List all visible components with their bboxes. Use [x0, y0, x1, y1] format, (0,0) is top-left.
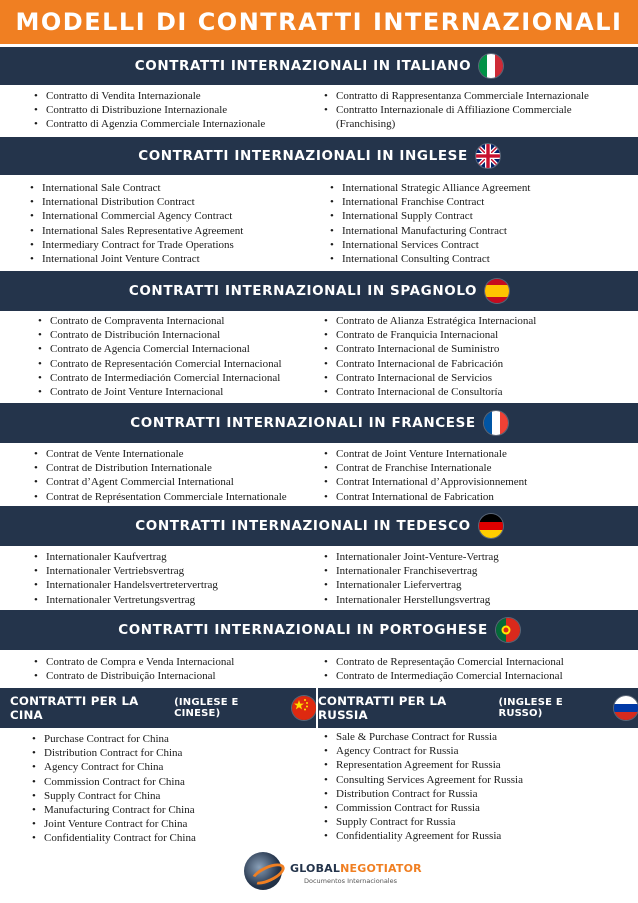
list-item: • Agency Contract for Russia	[322, 744, 627, 758]
list-item: • International Services Contract	[328, 238, 628, 252]
list-item: • Manufacturing Contract for China	[30, 803, 310, 817]
list-item: • Internationaler Joint-Venture-Vertrag	[322, 550, 627, 564]
list-italiano-left	[32, 89, 312, 132]
section-header-francese	[0, 403, 638, 443]
list-item: • Supply Contract for Russia	[322, 815, 627, 829]
flag-portugal-icon	[496, 618, 520, 642]
list-item: • International Strategic Alliance Agreement	[328, 181, 628, 195]
list-item: • International Supply Contract	[328, 209, 628, 223]
list-item: • Contrato de Distribuição Internacional	[32, 669, 322, 683]
list-item: • Contrato de Franquicia Internacional	[322, 328, 627, 342]
list-item: • Consulting Services Agreement for Russia	[322, 773, 627, 787]
list-item: • Contrato Internacional de Servicios	[322, 371, 627, 385]
section-header-portoghese	[0, 610, 638, 650]
list-francese-right	[322, 447, 627, 504]
list-item: • Contratto di Rappresentanza Commerciale Internazionale	[322, 89, 627, 103]
list-item: • Contrat de Franchise Internationale	[322, 461, 627, 475]
list-item: • International Sale Contract	[28, 181, 313, 195]
flag-china-icon	[292, 696, 316, 720]
list-item: • Contrato de Joint Venture Internacional	[36, 385, 316, 399]
list-item: • Internationaler Kaufvertrag	[32, 550, 322, 564]
list-portoghese-right	[322, 655, 627, 683]
list-item: • Internationaler Herstellungsvertrag	[322, 593, 627, 607]
list-item: • Contrato de Distribución Internacional	[36, 328, 316, 342]
section-title: CONTRATTI INTERNAZIONALI IN ITALIANO	[134, 58, 472, 74]
flag-spain-icon	[485, 279, 509, 303]
list-item: • Contrat de Joint Venture Internationale	[322, 447, 627, 461]
list-item: • Internationaler Handelsvertretervertrag	[32, 578, 322, 592]
list-item: • Contrat d’Agent Commercial International	[32, 475, 322, 489]
section-title: CONTRATTI PER LA RUSSIA	[318, 694, 447, 722]
list-spagnolo-left	[36, 314, 316, 399]
globe-logo-icon	[244, 852, 282, 890]
section-header-russia	[318, 688, 638, 728]
list-item: • Commission Contract for Russia	[322, 801, 627, 815]
list-item: • Contrato de Compra e Venda Internacional	[32, 655, 322, 669]
list-item: • Supply Contract for China	[30, 789, 310, 803]
list-item: • Contrato Internacional de Suministro	[322, 342, 627, 356]
list-item: • Joint Venture Contract for China	[30, 817, 310, 831]
list-item: • Contrato de Compraventa Internacional	[36, 314, 316, 328]
list-item: • International Manufacturing Contract	[328, 224, 628, 238]
list-cina	[30, 732, 310, 846]
list-item: • Internationaler Franchisevertrag	[322, 564, 627, 578]
list-item: • Internationaler Vertriebsvertrag	[32, 564, 322, 578]
list-item: • Contrato Internacional de Fabricación	[322, 357, 627, 371]
section-subtitle: (INGLESE E RUSSO)	[498, 697, 563, 719]
list-item: • Contratto Internazionale di Affiliazione Commerciale	[322, 103, 627, 117]
flag-uk-icon	[476, 144, 500, 168]
list-item: • Contrato de Intermediación Comercial Internacional	[36, 371, 316, 385]
list-item: • Contrat de Distribution Internationale	[32, 461, 322, 475]
section-title: CONTRATTI INTERNAZIONALI IN SPAGNOLO	[128, 283, 478, 299]
section-title: CONTRATTI INTERNAZIONALI IN INGLESE	[138, 148, 468, 164]
list-russia	[322, 730, 627, 844]
list-item: • International Consulting Contract	[328, 252, 628, 266]
section-title: CONTRATTI PER LA CINA	[10, 694, 139, 722]
page-title: MODELLI DI CONTRATTI INTERNAZIONALI	[0, 0, 638, 44]
list-item: • International Joint Venture Contract	[28, 252, 313, 266]
section-header-cina	[0, 688, 316, 728]
list-inglese-right	[328, 181, 628, 266]
brand-part-2: NEGOTIATOR	[340, 862, 422, 875]
list-item: • Internationaler Vertretungsvertrag	[32, 593, 322, 607]
list-item: • Confidentiality Agreement for Russia	[322, 829, 627, 843]
section-title: CONTRATTI INTERNAZIONALI IN PORTOGHESE	[118, 622, 488, 638]
section-subtitle: (INGLESE E CINESE)	[174, 697, 239, 719]
section-header-inglese	[0, 137, 638, 175]
flag-france-icon	[484, 411, 508, 435]
list-item: • Contrat International d’Approvisionnement	[322, 475, 627, 489]
brand-name	[290, 862, 422, 875]
brand-part-1: GLOBAL	[290, 862, 341, 875]
list-item: • International Sales Representative Agreement	[28, 224, 313, 238]
list-item: • Contrato de Intermediação Comercial Internacional	[322, 669, 627, 683]
flag-germany-icon	[479, 514, 503, 538]
list-item: • Representation Agreement for Russia	[322, 758, 627, 772]
list-item: • Distribution Contract for China	[30, 746, 310, 760]
list-item: • Contratto di Agenzia Commerciale Internazionale	[32, 117, 312, 131]
list-item: (Franchising)	[336, 118, 396, 131]
flag-russia-icon	[614, 696, 638, 720]
list-item: • Contrat International de Fabrication	[322, 490, 627, 504]
list-item: • Contratto di Vendita Internazionale	[32, 89, 312, 103]
list-spagnolo-right	[322, 314, 627, 399]
list-item: • Contrato de Agencia Comercial Internacional	[36, 342, 316, 356]
list-tedesco-right	[322, 550, 627, 607]
list-item: • Agency Contract for China	[30, 760, 310, 774]
list-item: • Contrato de Representação Comercial Internacional	[322, 655, 627, 669]
section-title: CONTRATTI INTERNAZIONALI IN TEDESCO	[135, 518, 471, 534]
list-item: • Contrat de Vente Internationale	[32, 447, 322, 461]
flag-italy-icon	[479, 54, 503, 78]
brand-tagline: Documentos Internacionales	[304, 877, 397, 885]
list-item: • Purchase Contract for China	[30, 732, 310, 746]
list-item: • Contrato de Alianza Estratégica Internacional	[322, 314, 627, 328]
section-header-spagnolo	[0, 271, 638, 311]
list-item: • Intermediary Contract for Trade Operations	[28, 238, 313, 252]
list-item: • Sale & Purchase Contract for Russia	[322, 730, 627, 744]
list-inglese-left	[28, 181, 313, 266]
section-header-italiano	[0, 47, 638, 85]
list-francese-left	[32, 447, 322, 504]
list-item: • Confidentiality Contract for China	[30, 831, 310, 845]
list-item: • Contrat de Représentation Commerciale Internationale	[32, 490, 322, 504]
list-item: • Contratto di Distribuzione Internazionale	[32, 103, 312, 117]
list-item: • International Distribution Contract	[28, 195, 313, 209]
section-header-tedesco	[0, 506, 638, 546]
list-item: • Contrato de Representación Comercial Internacional	[36, 357, 316, 371]
list-item: • Commission Contract for China	[30, 775, 310, 789]
list-item: • International Franchise Contract	[328, 195, 628, 209]
list-tedesco-left	[32, 550, 322, 607]
list-item: • Internationaler Liefervertrag	[322, 578, 627, 592]
list-item: • Contrato Internacional de Consultoría	[322, 385, 627, 399]
list-item: • International Commercial Agency Contract	[28, 209, 313, 223]
list-portoghese-left	[32, 655, 322, 683]
list-item: • Distribution Contract for Russia	[322, 787, 627, 801]
section-title: CONTRATTI INTERNAZIONALI IN FRANCESE	[130, 415, 476, 431]
list-italiano-right	[322, 89, 627, 132]
